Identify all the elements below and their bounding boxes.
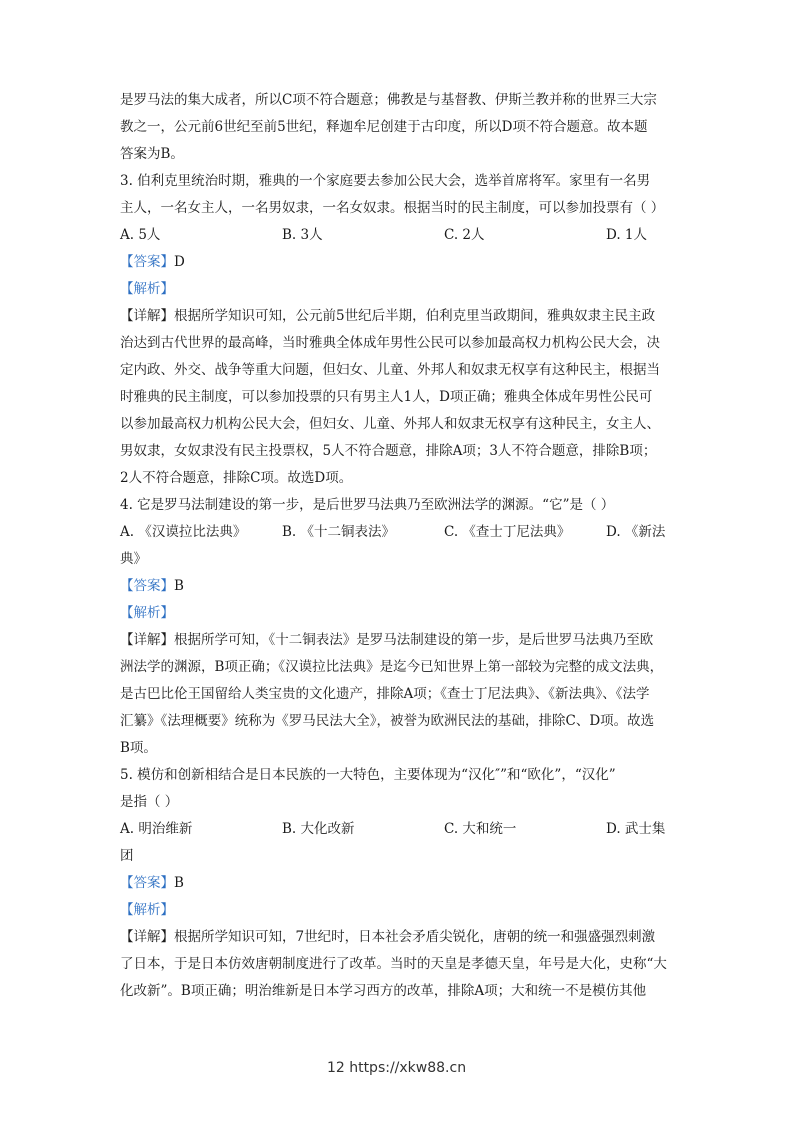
q3-option-c: C. 2人 bbox=[444, 227, 485, 243]
answer-value: D bbox=[174, 254, 185, 270]
page-footer: 12 https://xkw88.cn bbox=[326, 1060, 467, 1076]
answer-tag: 【答案】 bbox=[120, 254, 174, 270]
detail-text: 根据所学知识可知，公元前5世纪后半期，伯利克里当政期间，雅典奴隶主民主政 bbox=[174, 308, 656, 324]
question-3-stem: 3. 伯利克里统治时期，雅典的一个家庭要去参加公民大会，选举首席将军。家里有一名男 bbox=[120, 173, 651, 189]
q3-option-b: B. 3人 bbox=[282, 227, 323, 243]
text-line: 是罗马法的集大成者，所以C项不符合题意；佛教是与基督教、伊斯兰教并称的世界三大宗 bbox=[120, 92, 657, 108]
detail-tag: 【详解】 bbox=[120, 929, 174, 945]
q4-option-a: A. 《汉谟拉比法典》 bbox=[120, 524, 247, 540]
q3-detail bbox=[120, 306, 655, 326]
q4-option-wrap: 典》 bbox=[120, 551, 147, 567]
detail-text: 根据所学知识可知，7世纪时，日本社会矛盾尖锐化，唐朝的统一和强盛强烈刺激 bbox=[174, 929, 656, 945]
answer-tag: 【答案】 bbox=[120, 578, 174, 594]
q5-detail-line: 了日本，于是日本仿效唐朝制度进行了改革。当时的天皇是孝德天皇，年号是大化，史称“大 bbox=[120, 956, 667, 972]
detail-tag: 【详解】 bbox=[120, 632, 174, 648]
q3-analysis-tag: 【解析】 bbox=[120, 281, 174, 297]
q5-option-d: D. 武士集 bbox=[606, 821, 666, 837]
q3-answer bbox=[120, 252, 185, 272]
q5-option-a: A. 明治维新 bbox=[120, 821, 193, 837]
question-4-stem: 4. 它是罗马法制建设的第一步，是后世罗马法典乃至欧洲法学的渊源。“它”是（ ） bbox=[120, 497, 615, 513]
q4-option-c: C. 《查士丁尼法典》 bbox=[444, 524, 571, 540]
detail-text: 根据所学可知，《十二铜表法》是罗马法制建设的第一步，是后世罗马法典乃至欧 bbox=[174, 632, 654, 648]
question-3-stem: 主人，一名女主人，一名男奴隶，一名女奴隶。根据当时的民主制度，可以参加投票有（ ） bbox=[120, 200, 665, 216]
q3-detail-line: 治达到古代世界的最高峰，当时雅典全体成年男性公民可以参加最高权力机构公民大会，决 bbox=[120, 335, 660, 351]
q4-option-d: D. 《新法 bbox=[606, 524, 666, 540]
q5-option-wrap: 团 bbox=[120, 848, 134, 864]
question-5-stem: 是指（ ） bbox=[120, 794, 179, 810]
q5-detail bbox=[120, 927, 655, 947]
q3-detail-line: 定内政、外交、战争等重大问题，但妇女、儿童、外邦人和奴隶无权享有这种民主，根据当 bbox=[120, 362, 660, 378]
q3-detail-line: 以参加最高权力机构公民大会，但妇女、儿童、外邦人和奴隶无权享有这种民主，女主人、 bbox=[120, 416, 660, 432]
q3-option-a: A. 5人 bbox=[120, 227, 161, 243]
answer-tag: 【答案】 bbox=[120, 875, 174, 891]
q4-detail-line: 是古巴比伦王国留给人类宝贵的文化遗产，排除A项；《查士丁尼法典》、《新法典》、《法学 bbox=[120, 686, 650, 702]
q4-option-b: B. 《十二铜表法》 bbox=[282, 524, 396, 540]
q3-detail-line: 2人不符合题意，排除C项。故选D项。 bbox=[120, 470, 353, 486]
detail-tag: 【详解】 bbox=[120, 308, 174, 324]
q5-answer bbox=[120, 873, 184, 893]
answer-value: B bbox=[174, 578, 184, 594]
q3-detail-line: 男奴隶，女奴隶没有民主投票权，5人不符合题意，排除A项；3人不符合题意，排除B项； bbox=[120, 443, 657, 459]
q5-option-b: B. 大化改新 bbox=[282, 821, 355, 837]
text-line: 答案为B。 bbox=[120, 146, 184, 162]
q4-detail-line: 洲法学的渊源，B项正确；《汉谟拉比法典》是迄今已知世界上第一部较为完整的成文法典， bbox=[120, 659, 664, 675]
answer-value: B bbox=[174, 875, 184, 891]
q4-answer bbox=[120, 576, 184, 596]
q4-analysis-tag: 【解析】 bbox=[120, 605, 174, 621]
q4-detail bbox=[120, 630, 653, 650]
text-line: 教之一，公元前6世纪至前5世纪，释迦牟尼创建于古印度，所以D项不符合题意。故本题 bbox=[120, 119, 648, 135]
q3-option-d: D. 1人 bbox=[606, 227, 648, 243]
q4-detail-line: 汇纂》《法理概要》统称为《罗马民法大全》，被誉为欧洲民法的基础，排除C、D项。故选 bbox=[120, 713, 655, 729]
question-5-stem: 5. 模仿和创新相结合是日本民族的一大特色，主要体现为“汉化″”和“欧化”，“汉化” bbox=[120, 767, 616, 783]
q4-detail-line: B项。 bbox=[120, 740, 157, 756]
q5-detail-line: 化改新”。B项正确；明治维新是日本学习西方的改革，排除A项；大和统一不是模仿其他 bbox=[120, 983, 647, 999]
q5-option-c: C. 大和统一 bbox=[444, 821, 517, 837]
q5-analysis-tag: 【解析】 bbox=[120, 902, 174, 918]
q3-detail-line: 时雅典的民主制度，可以参加投票的只有男主人1人，D项正确；雅典全体成年男性公民可 bbox=[120, 389, 653, 405]
